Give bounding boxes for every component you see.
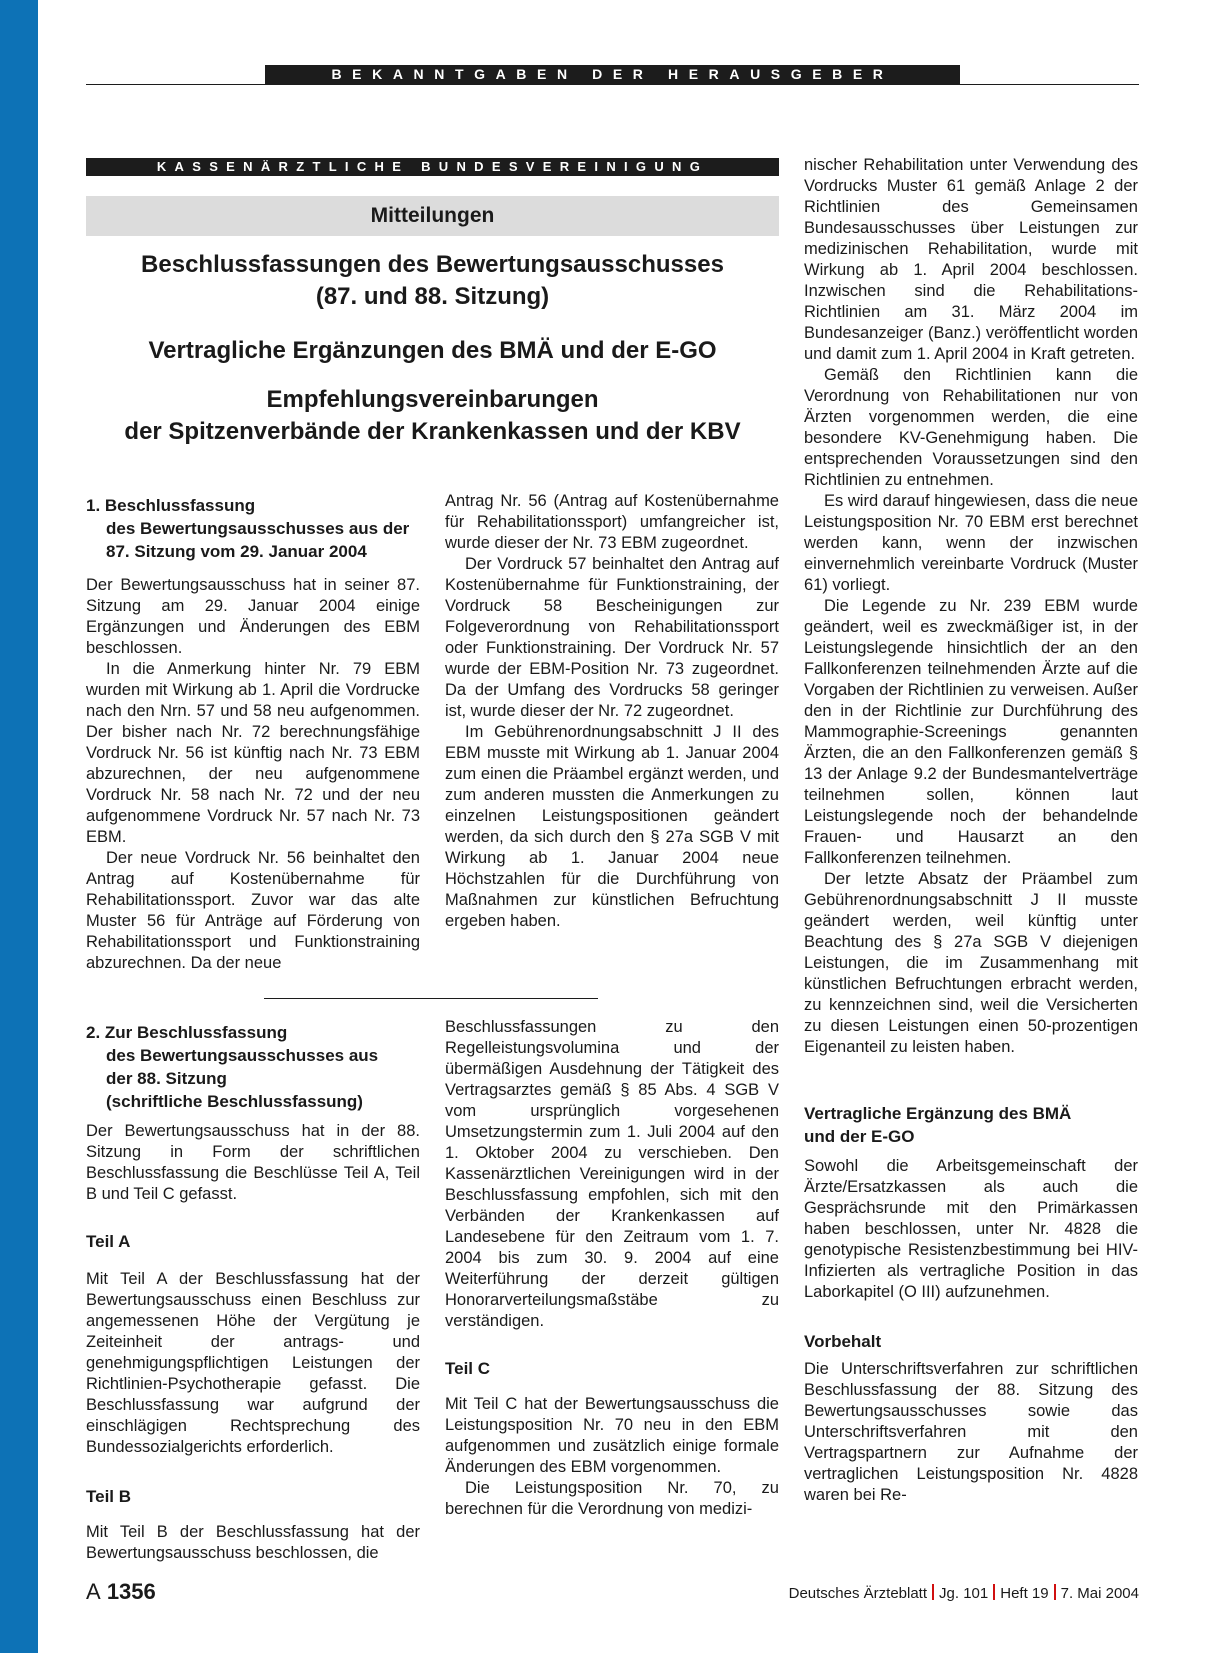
section2-intro: Der Bewertungsausschuss hat in der 88. Sitzung in Form der schriftlichen Beschlussfassung die Beschlüsse Teil A, Teil B und Teil C gefasst. (86, 1122, 420, 1203)
separator (932, 1584, 934, 1600)
vorbehalt-title: Vorbehalt (804, 1332, 882, 1351)
section1-paragraph: Im Gebührenordnungsabschnitt J II des EBM musste mit Wirkung ab 1. Januar 2004 zum einen die Präambel ergänzt werden, und zum anderen mussten die Anmerkungen zu einzelnen Leistungspositionen geändert werden, da sich durch den § 27a SGB V mit Wirkung ab 1. Januar 2004 neue Höchstzahlen für die Durchführung von Maßnahmen zur künstlichen Befruchtung ergeben haben. (445, 723, 779, 930)
column-3 (804, 155, 1138, 1506)
teil-c-title: Teil C (445, 1359, 491, 1378)
right-paragraph: nischer Rehabilitation unter Verwendung des Vordrucks Muster 61 gemäß Anlage 2 der Richtlinien des Gemeinsamen Bundesausschusses über Leistungen zur medizinischen Rehabilitation, wurde mit Wirkung ab 1. April 2004 beschlossen. Inzwischen sind die Rehabilitations-Richtlinien am 31. März 2004 im Bundesanzeiger (Banz.) veröffentlicht worden und damit zum 1. April 2004 in Kraft getreten. (804, 156, 1138, 363)
page-number-value: 1356 (106, 1579, 156, 1604)
section1-paragraph: Der neue Vordruck Nr. 56 beinhaltet den Antrag auf Kostenübernahme für Rehabilitationssport. Zuvor war das alte Muster 56 für Anträge auf Förderung von Rehabilitationssport und Funktionstraining abzurechnen. Da der neue (86, 849, 420, 972)
subheading-recommendations-line1: Empfehlungsvereinbarungen (266, 386, 599, 413)
column-1-top (86, 494, 420, 974)
section-divider (264, 998, 598, 999)
section1-title-line2: des Bewertungsausschusses aus der (106, 519, 410, 538)
subheading-recommendations (86, 384, 779, 448)
main-heading (86, 249, 779, 313)
journal-volume: Jg. 101 (939, 1585, 989, 1602)
subheading-bmae: Vertragliche Ergänzungen des BMÄ und der E-GO (148, 337, 717, 364)
right-paragraph: Gemäß den Richtlinien kann die Verordnung von Rehabilitationen nur von Ärzten vorgenommen werden, die eine besondere KV-Genehmigung haben. Die entsprechenden Voraussetzungen sind den Richtlinien zu entnehmen. (804, 366, 1138, 489)
section2-title-line2: des Bewertungsausschusses aus (106, 1046, 379, 1065)
bmae-text: Sowohl die Arbeitsgemeinschaft der Ärzte/Ersatzkassen als auch die Gesprächsrunde mit den Primärkassen haben beschlossen, unter Nr. 4828 die genotypische Resistenzbestimmung bei HIV-Infizierten als vertragliche Position in das Laborkapitel (O III) aufzunehmen. (804, 1157, 1138, 1301)
section1-paragraph: Der Vordruck 57 beinhaltet den Antrag auf Kostenübernahme für Funktionstraining, der Vordruck 58 Bescheinigungen zur Folgeverordnung von Rehabilitationssport oder Funktionstraining. Der Vordruck Nr. 57 wurde der EBM-Position Nr. 73 zugeordnet. Da der Umfang des Vordrucks 58 geringer ist, wurde dieser der Nr. 72 zugeordnet. (445, 555, 779, 720)
bmae-title-line1: Vertragliche Ergänzung des BMÄ (804, 1104, 1072, 1123)
teil-b-text: Mit Teil B der Beschlussfassung hat der Bewertungsausschuss beschlossen, die (86, 1523, 420, 1562)
section1-title-line3: 87. Sitzung vom 29. Januar 2004 (106, 542, 367, 561)
vorbehalt-text: Die Unterschriftsverfahren zur schriftlichen Beschlussfassung der 88. Sitzung des Bewertungsausschusses sowie das Unterschriftsverfahren mit den Vertragspartnern zur Aufnahme der vertraglichen Leistungsposition Nr. 4828 waren bei Re- (804, 1360, 1138, 1504)
journal-name: Deutsches Ärzteblatt (788, 1585, 928, 1602)
section2-title (86, 1021, 420, 1113)
column-2-bottom (445, 1017, 779, 1520)
left-color-bar (0, 0, 38, 1653)
separator (1054, 1584, 1056, 1600)
right-paragraph: Der letzte Absatz der Präambel zum Gebührenordnungsabschnitt J II musste geändert werden, weil künftig unter Beachtung des § 27a SGB V diejenigen Leistungen, die im Zusammenhang mit künstlichen Befruchtungen erbracht werden, zu kennzeichnen sind, weil die Versicherten zu diesen Leistungen einen 50-prozentigen Eigenanteil zu leisten haben. (804, 870, 1138, 1056)
organization-bar: KASSENÄRZTLICHE BUNDESVEREINIGUNG (86, 158, 779, 176)
teil-b-continued: Beschlussfassungen zu den Regelleistungsvolumina und der übermäßigen Ausdehnung der Tätigkeit des Vertragsarztes gemäß § 85 Abs. 4 SGB V vom ursprünglich vorgesehenen Umsetzungstermin zum 1. Juli 2004 auf den 1. Oktober 2004 zu verschieben. Den Kassenärztlichen Vereinigungen wird in der Beschlussfassung empfohlen, sich mit den Verbänden der Krankenkassen auf Landesebene für den Zeitraum vom 1. 7. 2004 bis zum 30. 9. 2004 auf eine Weiterführung der derzeit gültigen Honorarverteilungsmaßstäbe zu verständigen. (445, 1018, 779, 1330)
journal-date: 7. Mai 2004 (1060, 1585, 1139, 1602)
section1-paragraph: In die Anmerkung hinter Nr. 79 EBM wurden mit Wirkung ab 1. April die Vordrucke nach den Nrn. 57 und 58 neu aufgenommen. Der bisher nach Nr. 72 berechnungsfähige Vordruck Nr. 56 ist künftig nach Nr. 73 EBM abzurechnen, der neu aufgenommene Vordruck Nr. 58 nach Nr. 72 und der neu aufgenommene Vordruck Nr. 57 nach Nr. 73 EBM. (86, 660, 420, 846)
bmae-title-line2: und der E-GO (804, 1127, 915, 1146)
teil-b-title: Teil B (86, 1487, 132, 1506)
section2-title-line4: (schriftliche Beschlussfassung) (106, 1092, 363, 1111)
separator (993, 1584, 995, 1600)
section1-paragraph: Der Bewertungsausschuss hat in seiner 87. Sitzung am 29. Januar 2004 einige Ergänzungen und Änderungen des EBM beschlossen. (86, 576, 420, 657)
section1-title-line1: 1. Beschlussfassung (86, 496, 256, 515)
section2-title-line1: 2. Zur Beschlussfassung (86, 1023, 288, 1042)
right-paragraph: Die Legende zu Nr. 239 EBM wurde geändert, weil es zweckmäßiger ist, in der Leistungslegende hinsichtlich der an den Fallkonferenzen teilnehmenden Ärzte auf die Vorgaben der Richtlinien zu verweisen. Außer den in der Richtlinie zur Durchführung des Mammographie-Screenings genannten Ärzten, die an den Fallkonferenzen gemäß § 13 der Anlage 9.2 der Bundesmantelverträge teilnehmen sollen, können laut Leistungslegende noch der behandelnde Frauen- und Hausarzt an den Fallkonferenzen teilnehmen. (804, 597, 1138, 867)
category-banner: Mitteilungen (86, 196, 779, 236)
teil-a-title: Teil A (86, 1232, 131, 1251)
column-2-top (445, 491, 779, 932)
section-header: BEKANNTGABEN DER HERAUSGEBER (265, 65, 960, 84)
bmae-section-title (804, 1102, 1138, 1148)
column-1-bottom (86, 1021, 420, 1564)
teil-c-text: Die Leistungsposition Nr. 70, zu berechnen für die Verordnung von medizi- (445, 1479, 779, 1518)
page-number (86, 1578, 156, 1606)
journal-issue: Heft 19 (1000, 1585, 1049, 1602)
section2-title-line3: der 88. Sitzung (106, 1069, 227, 1088)
header-rule (86, 84, 1139, 85)
main-heading-line1: Beschlussfassungen des Bewertungsausschusses (141, 251, 724, 278)
teil-c-text: Mit Teil C hat der Bewertungsausschuss die Leistungsposition Nr. 70 neu in den EBM aufgenommen und zusätzlich einige formale Änderungen des EBM vorgenommen. (445, 1395, 779, 1476)
journal-citation (789, 1584, 1139, 1604)
main-heading-line2: (87. und 88. Sitzung) (315, 283, 550, 310)
page-prefix: A (86, 1579, 101, 1604)
teil-a-text: Mit Teil A der Beschlussfassung hat der Bewertungsausschuss einen Beschluss zur angemessenen Höhe der Vergütung je Zeiteinheit der antrags- und genehmigungspflichtigen Leistungen der Richtlinien-Psychotherapie gefasst. Die Beschlussfassung war aufgrund der einschlägigen Rechtsprechung des Bundessozialgerichts erforderlich. (86, 1270, 420, 1456)
section1-paragraph: Antrag Nr. 56 (Antrag auf Kostenübernahme für Rehabilitationssport) umfangreicher ist, wurde dieser der Nr. 73 EBM zugeordnet. (445, 492, 779, 552)
right-paragraph: Es wird darauf hingewiesen, dass die neue Leistungsposition Nr. 70 EBM erst berechnet werden kann, wenn der inzwischen einvernehmlich vereinbarte Vordruck (Muster 61) vorliegt. (804, 492, 1138, 594)
subheading-recommendations-line2: der Spitzenverbände der Krankenkassen und der KBV (124, 418, 741, 445)
section1-title (86, 494, 420, 563)
